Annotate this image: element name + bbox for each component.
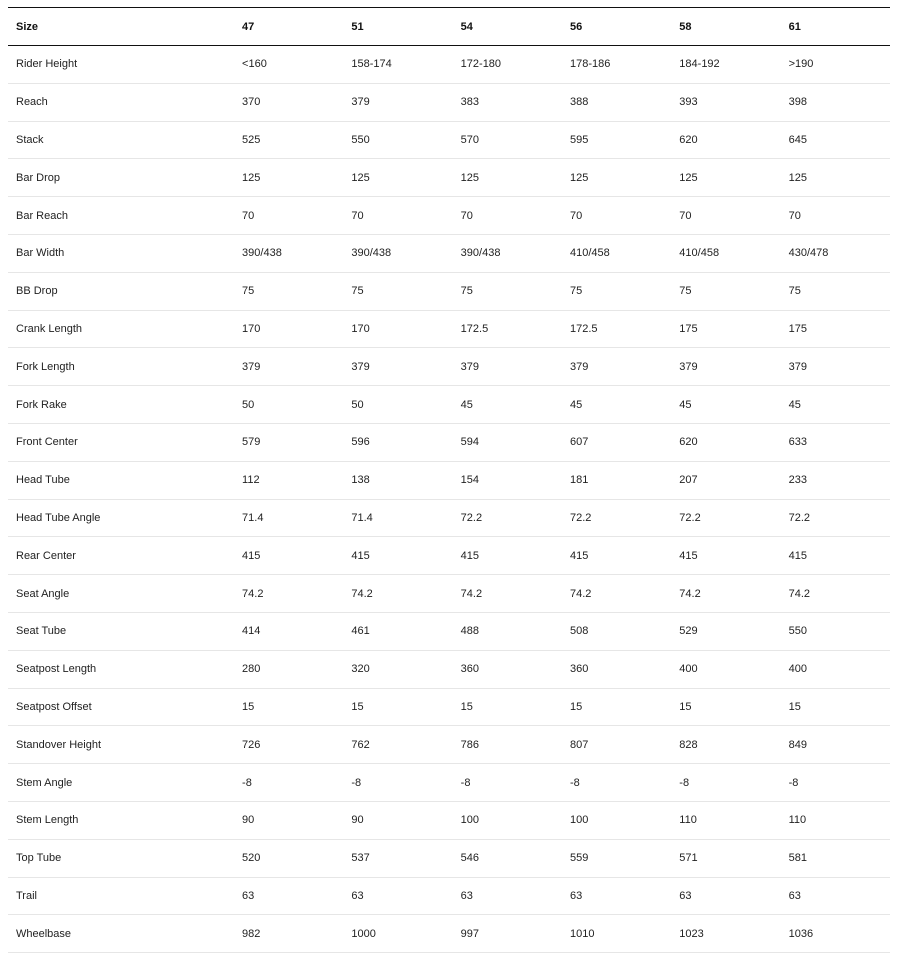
table-cell: 607 (569, 436, 589, 449)
table-cell: 175 (788, 322, 807, 335)
row-label: Standover Height (16, 738, 101, 751)
table-cell: >190 (788, 58, 814, 71)
table-cell: 379 (788, 360, 807, 373)
table-cell: 110 (788, 814, 807, 827)
table-row (8, 839, 890, 877)
table-cell: 125 (569, 171, 589, 184)
table-cell: 125 (351, 171, 370, 184)
table-cell: 45 (569, 398, 583, 411)
table-cell: 75 (242, 285, 255, 298)
table-cell: 70 (460, 209, 473, 222)
row-label: Seatpost Length (16, 663, 97, 676)
table-cell: 415 (351, 549, 370, 562)
row-label: Rider Height (16, 58, 78, 71)
table-cell: 550 (351, 133, 370, 146)
table-cell: 184-192 (679, 58, 720, 71)
table-cell: 15 (788, 700, 801, 713)
table-cell: 546 (460, 852, 480, 865)
table-cell: 1036 (788, 927, 814, 940)
table-cell: 15 (679, 700, 692, 713)
table-cell: 379 (460, 360, 480, 373)
table-cell: 529 (679, 625, 698, 638)
table-cell: 125 (242, 171, 261, 184)
table-row (8, 159, 890, 197)
table-cell: 45 (788, 398, 801, 411)
table-cell: 75 (679, 285, 692, 298)
row-label: Top Tube (16, 852, 62, 865)
row-label: Front Center (16, 436, 78, 449)
table-cell: 74.2 (569, 587, 592, 600)
table-cell: 110 (679, 814, 697, 827)
row-label: Fork Length (16, 360, 75, 373)
table-cell: 379 (351, 96, 370, 109)
table-cell: 125 (679, 171, 698, 184)
table-row (8, 121, 890, 159)
table-row (8, 726, 890, 764)
table-cell: 390/438 (460, 247, 501, 260)
table-cell: 178-186 (569, 58, 611, 71)
header-row (8, 8, 890, 46)
table-cell: 15 (569, 700, 583, 713)
row-label: Reach (16, 96, 48, 109)
table-cell: 74.2 (460, 587, 483, 600)
table-row (8, 915, 890, 953)
table-header (8, 8, 890, 46)
table-cell: 175 (679, 322, 698, 335)
table-cell: 70 (788, 209, 801, 222)
table-cell: 849 (788, 738, 807, 751)
table-cell: 620 (679, 133, 698, 146)
table-cell: 172.5 (460, 322, 489, 335)
table-cell: 72.2 (679, 511, 701, 524)
row-label: Bar Width (16, 247, 65, 260)
table-cell: 154 (460, 474, 480, 487)
table-cell: 63 (242, 889, 255, 902)
header-size-column: 56 (569, 20, 583, 33)
table-cell: 508 (569, 625, 589, 638)
table-cell: 63 (788, 889, 801, 902)
table-cell: 172-180 (460, 58, 502, 71)
table-cell: 415 (569, 549, 589, 562)
header-size-column: 54 (460, 20, 473, 33)
header-size-label: Size (16, 20, 39, 33)
table-row (8, 423, 890, 461)
table-cell: 415 (242, 549, 261, 562)
table-cell: 15 (460, 700, 473, 713)
table-cell: 45 (679, 398, 692, 411)
table-cell: 594 (460, 436, 480, 449)
table-cell: -8 (788, 776, 799, 789)
table-cell: 581 (788, 852, 807, 865)
table-cell: 74.2 (788, 587, 811, 600)
table-row (8, 764, 890, 802)
row-label: Head Tube Angle (16, 511, 101, 524)
table-cell: 559 (569, 852, 589, 865)
table-cell: 125 (788, 171, 807, 184)
table-row (8, 234, 890, 272)
row-label: Fork Rake (16, 398, 67, 411)
table-cell: 70 (569, 209, 583, 222)
table-cell: 415 (679, 549, 698, 562)
table-cell: 100 (460, 814, 480, 827)
header-size-column: 58 (679, 20, 692, 33)
table-row (8, 801, 890, 839)
table-cell: 982 (242, 927, 261, 940)
table-cell: 571 (679, 852, 698, 865)
table-cell: 170 (351, 322, 370, 335)
table-cell: 280 (242, 663, 261, 676)
table-cell: 410/458 (679, 247, 720, 260)
table-cell: 138 (351, 474, 370, 487)
table-cell: 75 (460, 285, 473, 298)
table-cell: -8 (679, 776, 690, 789)
table-cell: 71.4 (351, 511, 373, 524)
table-cell: 233 (788, 474, 807, 487)
row-label: Rear Center (16, 549, 76, 562)
table-cell: 726 (242, 738, 261, 751)
row-label: Stem Angle (16, 776, 73, 789)
table-cell: 75 (569, 285, 583, 298)
table-cell: 125 (460, 171, 480, 184)
table-cell: -8 (351, 776, 362, 789)
table-cell: 170 (242, 322, 261, 335)
table-cell: 72.2 (788, 511, 811, 524)
table-cell: 360 (460, 663, 480, 676)
table-row (8, 612, 890, 650)
row-label: Seatpost Offset (16, 700, 92, 713)
table-cell: 63 (569, 889, 583, 902)
table-cell: 596 (351, 436, 370, 449)
table-cell: 90 (242, 814, 255, 827)
header-size-column: 47 (242, 20, 255, 33)
table-row (8, 310, 890, 348)
table-cell: 74.2 (679, 587, 701, 600)
table-cell: 1010 (569, 927, 595, 940)
row-label: Wheelbase (16, 927, 72, 940)
table-cell: 633 (788, 436, 807, 449)
table-cell: 72.2 (569, 511, 592, 524)
table-cell: 74.2 (242, 587, 264, 600)
table-cell: 71.4 (242, 511, 264, 524)
table-cell: 762 (351, 738, 370, 751)
table-row (8, 197, 890, 235)
table-cell: -8 (242, 776, 252, 789)
table-cell: 75 (788, 285, 801, 298)
table-cell: 410/458 (569, 247, 610, 260)
row-label: BB Drop (16, 285, 58, 298)
table-cell: 488 (460, 625, 480, 638)
table-cell: 390/438 (242, 247, 282, 260)
table-cell: 393 (679, 96, 698, 109)
table-cell: 645 (788, 133, 807, 146)
table-cell: 807 (569, 738, 589, 751)
table-cell: 70 (242, 209, 255, 222)
table-cell: 595 (569, 133, 589, 146)
row-label: Trail (16, 889, 37, 902)
header-size-column: 51 (351, 20, 364, 33)
table-cell: 579 (242, 436, 261, 449)
table-cell: 158-174 (351, 58, 392, 71)
table-cell: 620 (679, 436, 698, 449)
table-cell: 50 (351, 398, 364, 411)
row-label: Stack (16, 133, 44, 146)
table-cell: 379 (351, 360, 370, 373)
row-label: Seat Tube (16, 625, 67, 638)
table-cell: 70 (351, 209, 364, 222)
table-cell: 415 (460, 549, 480, 562)
table-cell: 70 (679, 209, 692, 222)
table-cell: 786 (460, 738, 480, 751)
table-cell: 383 (460, 96, 480, 109)
table-cell: 388 (569, 96, 589, 109)
table-cell: 63 (460, 889, 473, 902)
table-row (8, 688, 890, 726)
table-cell: 172.5 (569, 322, 598, 335)
table-cell: 207 (679, 474, 698, 487)
row-label: Bar Reach (16, 209, 68, 222)
table-row (8, 272, 890, 310)
table-cell: 63 (351, 889, 364, 902)
table-cell: 1000 (351, 927, 376, 940)
table-row (8, 83, 890, 121)
table-cell: 400 (679, 663, 698, 676)
table-row (8, 461, 890, 499)
table-cell: 63 (679, 889, 692, 902)
table-cell: 360 (569, 663, 589, 676)
table-cell: -8 (460, 776, 471, 789)
table-cell: 430/478 (788, 247, 829, 260)
table-cell: 379 (679, 360, 698, 373)
table-cell: 181 (569, 474, 589, 487)
table-cell: 398 (788, 96, 807, 109)
table-cell: 379 (569, 360, 589, 373)
table-cell: 828 (679, 738, 698, 751)
table-row (8, 348, 890, 386)
geometry-table (8, 7, 890, 953)
table-cell: 461 (351, 625, 370, 638)
row-label: Head Tube (16, 474, 70, 487)
table-cell: 997 (460, 927, 480, 940)
table-row (8, 650, 890, 688)
table-cell: 520 (242, 852, 261, 865)
table-cell: 15 (351, 700, 364, 713)
table-cell: 550 (788, 625, 807, 638)
table-cell: 414 (242, 625, 261, 638)
table-cell: 1023 (679, 927, 704, 940)
table-body (8, 46, 890, 953)
table-row (8, 537, 890, 575)
table-cell: -8 (569, 776, 580, 789)
table-cell: 90 (351, 814, 364, 827)
table-cell: 74.2 (351, 587, 373, 600)
table-cell: 320 (351, 663, 370, 676)
table-cell: 570 (460, 133, 480, 146)
table-cell: 400 (788, 663, 807, 676)
row-label: Seat Angle (16, 587, 70, 600)
table-row (8, 575, 890, 613)
table-cell: 72.2 (460, 511, 483, 524)
table-cell: 15 (242, 700, 255, 713)
header-size-column: 61 (788, 20, 801, 33)
table-row (8, 386, 890, 424)
row-label: Stem Length (16, 814, 79, 827)
table-row (8, 46, 890, 84)
table-row (8, 499, 890, 537)
table-cell: 50 (242, 398, 255, 411)
table-cell: 112 (242, 474, 260, 487)
row-label: Crank Length (16, 322, 83, 335)
table-cell: <160 (242, 58, 267, 71)
row-label: Bar Drop (16, 171, 61, 184)
table-cell: 75 (351, 285, 364, 298)
table-cell: 537 (351, 852, 370, 865)
table-cell: 525 (242, 133, 261, 146)
table-cell: 100 (569, 814, 589, 827)
table-cell: 379 (242, 360, 261, 373)
table-cell: 415 (788, 549, 807, 562)
table-cell: 370 (242, 96, 261, 109)
table-row (8, 877, 890, 915)
table-cell: 45 (460, 398, 473, 411)
table-cell: 390/438 (351, 247, 392, 260)
